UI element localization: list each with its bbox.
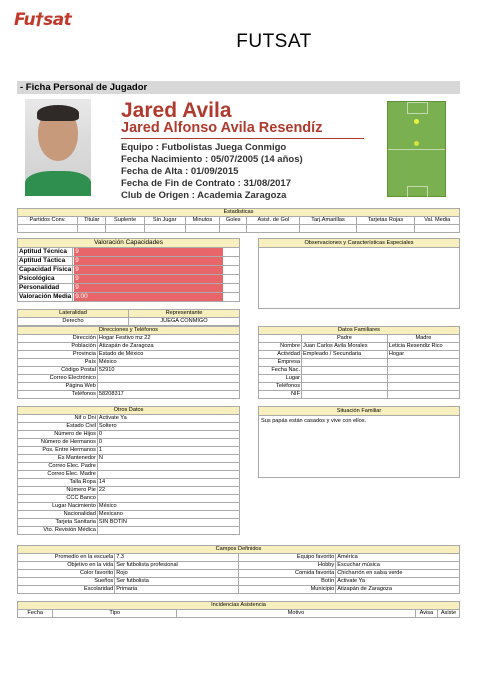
direcciones-title: Direcciones y Teléfonos bbox=[18, 327, 240, 335]
otros-row-value: Mexicano bbox=[97, 511, 239, 519]
padre-value bbox=[302, 359, 388, 367]
pitch-position-diagram bbox=[387, 101, 446, 197]
capacidad-bar: 9.00 bbox=[74, 293, 222, 301]
familiares-title: Datos Familiares bbox=[259, 327, 460, 335]
madre-value bbox=[387, 367, 459, 375]
observaciones-title: Observaciones y Características Especiales bbox=[259, 239, 459, 248]
stats-value bbox=[356, 225, 415, 233]
stats-column-header: Tarjetas Rojas bbox=[356, 217, 415, 225]
campo-label: Objetivo en la vida bbox=[18, 562, 115, 570]
direccion-row bbox=[18, 359, 240, 367]
campos-table bbox=[17, 545, 460, 594]
player-photo bbox=[25, 99, 91, 196]
otros-row-value bbox=[97, 463, 239, 471]
capacidad-bar: 9 bbox=[74, 275, 222, 283]
otros-row-label: Número de Hijos bbox=[18, 431, 98, 439]
player-contract: Fecha de Fin de Contrato : 31/08/2017 bbox=[121, 178, 291, 189]
campo-row bbox=[18, 570, 460, 578]
capacidades-table bbox=[17, 238, 240, 302]
direccion-row bbox=[18, 391, 240, 399]
direccion-row-label: Código Postal bbox=[18, 367, 98, 375]
capacidad-bar: 9 bbox=[74, 257, 222, 265]
padre-value bbox=[302, 375, 388, 383]
campo-label: Municipio bbox=[238, 586, 335, 594]
campo-label: Promedio en la escuela bbox=[18, 554, 115, 562]
name-divider bbox=[121, 138, 364, 139]
campo-label: Color favorito bbox=[18, 570, 115, 578]
otros-row-value: México bbox=[97, 503, 239, 511]
otros-row-value: 0 bbox=[97, 439, 239, 447]
madre-header: Madre bbox=[387, 335, 459, 343]
otros-row bbox=[18, 439, 240, 447]
incidencias-table bbox=[17, 601, 460, 618]
otros-row-label: Nacionalidad bbox=[18, 511, 98, 519]
direccion-row-value bbox=[97, 383, 239, 391]
otros-row-value bbox=[97, 471, 239, 479]
otros-row bbox=[18, 487, 240, 495]
stats-column-header: Partidos Conv. bbox=[18, 217, 78, 225]
direccion-row bbox=[18, 383, 240, 391]
otros-row-value: 1 bbox=[97, 447, 239, 455]
capacidad-row bbox=[18, 275, 240, 284]
campo-label: Escolaridad bbox=[18, 586, 115, 594]
capacidad-label: Personalidad bbox=[18, 284, 73, 293]
stats-column-header: Asist. de Gol bbox=[247, 217, 300, 225]
position-marker-icon bbox=[414, 141, 419, 146]
padre-header: Padre bbox=[302, 335, 388, 343]
capacidad-row bbox=[18, 284, 240, 293]
campo-label: Hobby bbox=[238, 562, 335, 570]
familiar-label: Actividad bbox=[259, 351, 302, 359]
campo-value: América bbox=[336, 554, 460, 562]
otros-row bbox=[18, 527, 240, 535]
futsat-logo: Fu†sat bbox=[14, 10, 72, 30]
otros-row-label: Correo Elec. Madre bbox=[18, 471, 98, 479]
capacidad-bar-cell bbox=[73, 293, 240, 302]
direccion-row-value: Atizapán de Zaragoza bbox=[97, 343, 239, 351]
stats-title: Estadisticas bbox=[18, 209, 460, 217]
campo-row bbox=[18, 586, 460, 594]
stats-value bbox=[220, 225, 247, 233]
stats-column-header: Goles bbox=[220, 217, 247, 225]
direccion-row-value: México bbox=[97, 359, 239, 367]
campo-value: Atizapán de Zaragoza bbox=[336, 586, 460, 594]
campo-value: Chicharrón en salsa verde bbox=[336, 570, 460, 578]
otros-row-value: SIN BOTIN bbox=[97, 519, 239, 527]
direccion-row-label: Teléfonos bbox=[18, 391, 98, 399]
madre-value bbox=[387, 383, 459, 391]
otros-row-label: Pos. Entre Hermanos bbox=[18, 447, 98, 455]
campos-title: Campos Definidos bbox=[18, 546, 460, 554]
otros-row-label: Tarjeta Sanitaria bbox=[18, 519, 98, 527]
otros-row-label: Nif o Dni bbox=[18, 415, 98, 423]
player-full-name: Jared Alfonso Avila Resendíz bbox=[121, 120, 323, 136]
stats-value bbox=[185, 225, 220, 233]
otros-row-value bbox=[97, 495, 239, 503]
campo-row bbox=[18, 578, 460, 586]
familiar-label: NIF bbox=[259, 391, 302, 399]
padre-value bbox=[302, 391, 388, 399]
direccion-row-value bbox=[97, 375, 239, 383]
campo-label: Equipo favorito bbox=[238, 554, 335, 562]
representante-label: Representante bbox=[129, 310, 240, 318]
stats-value bbox=[106, 225, 144, 233]
section-title: - Ficha Personal de Jugador bbox=[17, 81, 460, 94]
otros-row bbox=[18, 423, 240, 431]
capacidad-label: Psicológica bbox=[18, 275, 73, 284]
incidencias-column-header: Motivo bbox=[177, 610, 416, 618]
otros-row-value: Soltero bbox=[97, 423, 239, 431]
familiar-row bbox=[259, 367, 460, 375]
campo-row bbox=[18, 562, 460, 570]
otros-row bbox=[18, 479, 240, 487]
otros-row bbox=[18, 511, 240, 519]
capacidad-bar-cell bbox=[73, 248, 240, 257]
padre-value: Juan Carlos Avila Morales bbox=[302, 343, 388, 351]
observaciones-box bbox=[258, 238, 460, 309]
lateralidad-label: Lateralidad bbox=[18, 310, 129, 318]
capacidad-label: Aptitud Táctica bbox=[18, 257, 73, 266]
padre-value bbox=[302, 367, 388, 375]
capacidad-row bbox=[18, 257, 240, 266]
otros-row-value: 14 bbox=[97, 479, 239, 487]
direccion-row bbox=[18, 335, 240, 343]
campo-value: Ser futbolista bbox=[115, 578, 239, 586]
direccion-row-label: Población bbox=[18, 343, 98, 351]
familiar-row bbox=[259, 391, 460, 399]
otros-row-label: Lugar Nacimiento bbox=[18, 503, 98, 511]
stats-value bbox=[78, 225, 106, 233]
familiar-label: Fecha Nac. bbox=[259, 367, 302, 375]
direccion-row bbox=[18, 343, 240, 351]
representante-value: JUEGA CONMIGO bbox=[129, 318, 240, 326]
situacion-text: Sus papás están casados y vive con ellos. bbox=[261, 418, 367, 424]
incidencias-column-header: Avisa bbox=[415, 610, 437, 618]
capacidad-label: Aptitud Técnica bbox=[18, 248, 73, 257]
otros-row-value: Activate Ya bbox=[97, 415, 239, 423]
familiar-label: Nombre bbox=[259, 343, 302, 351]
otros-row-label: CCC Banco bbox=[18, 495, 98, 503]
capacidad-row bbox=[18, 266, 240, 275]
otros-row bbox=[18, 455, 240, 463]
capacidad-bar: 9 bbox=[74, 266, 222, 274]
stats-value bbox=[300, 225, 356, 233]
familiar-label: Teléfonos bbox=[259, 383, 302, 391]
stats-column-header: Suplente bbox=[106, 217, 144, 225]
direccion-row bbox=[18, 367, 240, 375]
campo-value: Activate Ya bbox=[336, 578, 460, 586]
stats-column-header: Tarj.Amarillas bbox=[300, 217, 356, 225]
stats-column-header: Minutos bbox=[185, 217, 220, 225]
capacidad-bar-cell bbox=[73, 284, 240, 293]
player-alta: Fecha de Alta : 01/09/2015 bbox=[121, 166, 239, 177]
stats-column-header: Titular bbox=[78, 217, 106, 225]
capacidad-bar-cell bbox=[73, 266, 240, 275]
player-name: Jared Avila bbox=[121, 99, 232, 122]
campo-label: Sueños bbox=[18, 578, 115, 586]
player-club: Club de Origen : Academia Zaragoza bbox=[121, 190, 287, 201]
otros-row-label: Talla Ropa bbox=[18, 479, 98, 487]
campo-label: Botín bbox=[238, 578, 335, 586]
direccion-row-value: 58208317 bbox=[97, 391, 239, 399]
otros-row-label: Vto. Revisión Médica bbox=[18, 527, 98, 535]
direccion-row-value: 52910 bbox=[97, 367, 239, 375]
incidencias-column-header: Tipo bbox=[53, 610, 177, 618]
campo-value: 7.3 bbox=[115, 554, 239, 562]
capacidad-row bbox=[18, 248, 240, 257]
otros-row bbox=[18, 463, 240, 471]
familiar-row bbox=[259, 343, 460, 351]
otros-row-label: Número de Hermanos bbox=[18, 439, 98, 447]
madre-value: Hogar bbox=[387, 351, 459, 359]
otros-row-label: Es Mantenedor bbox=[18, 455, 98, 463]
capacidad-bar: 9 bbox=[74, 284, 222, 292]
stats-value bbox=[415, 225, 460, 233]
direccion-row-label: Correo Electrónico bbox=[18, 375, 98, 383]
capacidad-label: Valoración Media bbox=[19, 293, 72, 300]
campo-row bbox=[18, 554, 460, 562]
capacidad-row bbox=[18, 293, 240, 302]
direccion-row-label: País bbox=[18, 359, 98, 367]
position-marker-icon bbox=[414, 119, 419, 124]
familiar-label: Empresa bbox=[259, 359, 302, 367]
otros-row bbox=[18, 519, 240, 527]
capacidades-title: Valoración Capacidades bbox=[18, 239, 240, 248]
madre-value bbox=[387, 391, 459, 399]
otros-row bbox=[18, 471, 240, 479]
stats-value bbox=[144, 225, 185, 233]
otros-row-label: Correo Elec. Padre bbox=[18, 463, 98, 471]
campo-value: Primaria bbox=[115, 586, 239, 594]
otros-row bbox=[18, 503, 240, 511]
otros-row bbox=[18, 431, 240, 439]
stats-value bbox=[18, 225, 78, 233]
stats-column-header: Sin Jugar bbox=[144, 217, 185, 225]
otros-row-label: Número Pie bbox=[18, 487, 98, 495]
familiar-row bbox=[259, 351, 460, 359]
direccion-row-label: Provincia bbox=[18, 351, 98, 359]
capacidad-bar-cell bbox=[73, 275, 240, 284]
capacidad-bar-cell bbox=[73, 257, 240, 266]
direcciones-table bbox=[17, 326, 240, 399]
stats-column-header: Val. Media bbox=[415, 217, 460, 225]
capacidad-bar: 9 bbox=[74, 248, 222, 256]
otros-title: Otros Datos bbox=[18, 407, 240, 415]
otros-table bbox=[17, 406, 240, 535]
padre-value bbox=[302, 383, 388, 391]
player-team: Equipo : Futbolistas Juega Conmigo bbox=[121, 142, 287, 153]
madre-value bbox=[387, 359, 459, 367]
madre-value: Leticia Resendiz Rico bbox=[387, 343, 459, 351]
stats-table bbox=[17, 208, 460, 233]
direccion-row bbox=[18, 375, 240, 383]
stats-value bbox=[247, 225, 300, 233]
otros-row bbox=[18, 415, 240, 423]
otros-row-label: Estado Civil bbox=[18, 423, 98, 431]
familiar-label: Lugar bbox=[259, 375, 302, 383]
campo-value: Escuchar música bbox=[336, 562, 460, 570]
madre-value bbox=[387, 375, 459, 383]
player-birth: Fecha Nacimiento : 05/07/2005 (14 años) bbox=[121, 154, 303, 165]
campo-value: Rojo bbox=[115, 570, 239, 578]
direccion-row-value: Hogar Festivo mz 22 bbox=[97, 335, 239, 343]
campo-label: Comida favorita bbox=[238, 570, 335, 578]
situacion-title: Situación Familiar bbox=[259, 407, 459, 416]
otros-row-value bbox=[97, 527, 239, 535]
padre-value: Empleado / Secundaria bbox=[302, 351, 388, 359]
otros-row-value: 22 bbox=[97, 487, 239, 495]
otros-row bbox=[18, 447, 240, 455]
lateralidad-value: Derecho bbox=[18, 318, 129, 326]
otros-row bbox=[18, 495, 240, 503]
otros-row-value: N bbox=[97, 455, 239, 463]
direccion-row-label: Dirección bbox=[18, 335, 98, 343]
situacion-box bbox=[258, 406, 460, 478]
otros-row-value: 0 bbox=[97, 431, 239, 439]
campo-value: Ser futbolista profesional bbox=[115, 562, 239, 570]
familiar-row bbox=[259, 383, 460, 391]
incidencias-title: Incidencias Asistencia bbox=[18, 602, 460, 610]
direccion-row-label: Página Web bbox=[18, 383, 98, 391]
app-title: FUTSAT bbox=[236, 31, 312, 52]
observaciones-text bbox=[259, 248, 459, 252]
familiar-row bbox=[259, 375, 460, 383]
lateralidad-table bbox=[17, 309, 240, 326]
familiar-row bbox=[259, 359, 460, 367]
direccion-row-value: Estado de México bbox=[97, 351, 239, 359]
familiares-table bbox=[258, 326, 460, 399]
incidencias-column-header: Asiste bbox=[437, 610, 459, 618]
direccion-row bbox=[18, 351, 240, 359]
capacidad-label: Capacidad Física bbox=[19, 266, 72, 273]
incidencias-column-header: Fecha bbox=[18, 610, 53, 618]
